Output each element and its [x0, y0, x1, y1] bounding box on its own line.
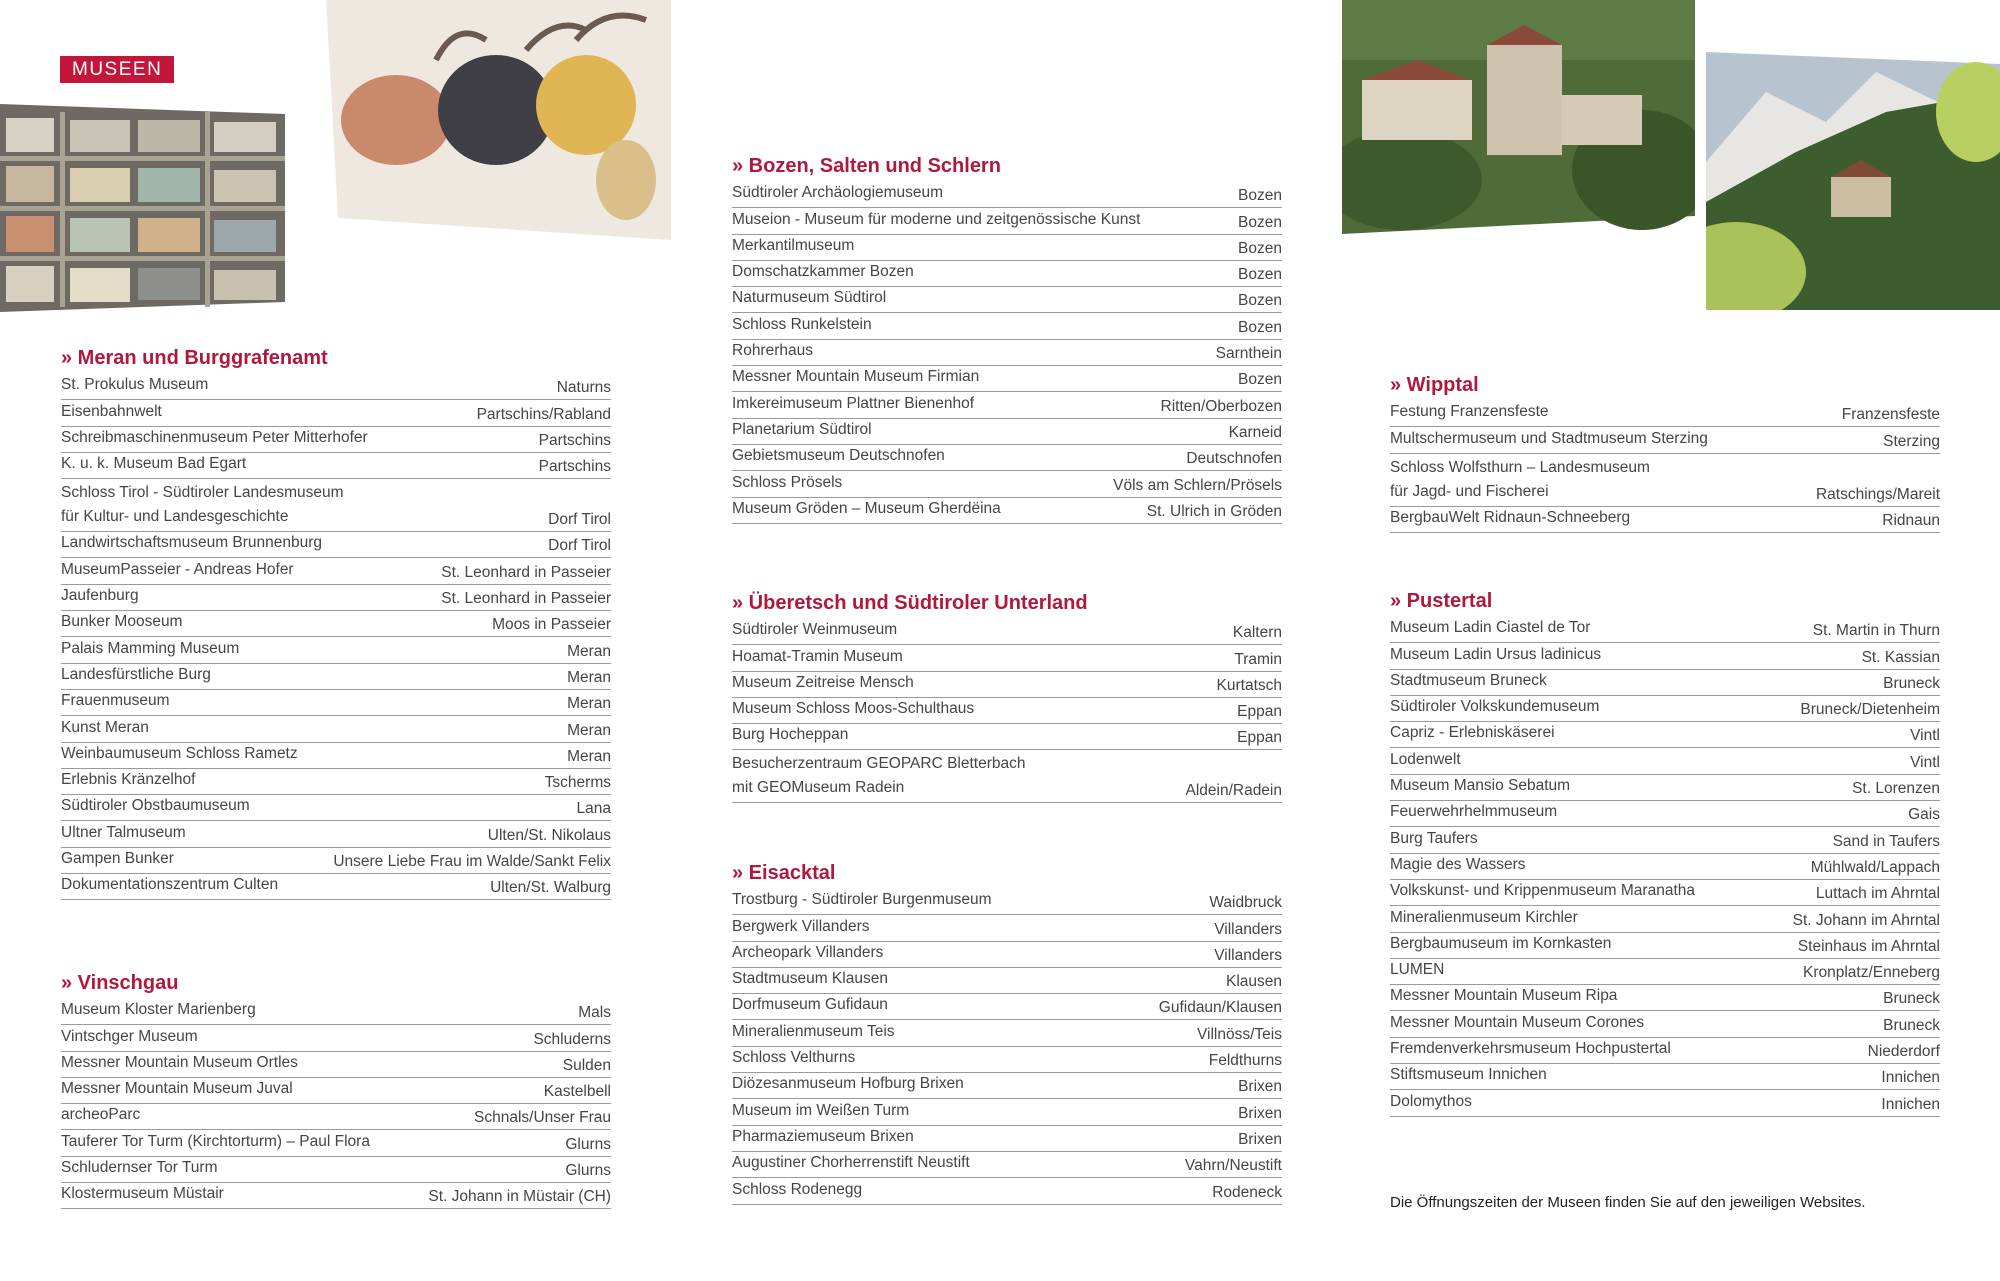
- museum-name: Museum im Weißen Turm: [732, 1101, 910, 1119]
- museum-place: Ulten/St. Walburg: [490, 879, 611, 897]
- museum-place: Partschins: [538, 431, 611, 449]
- museum-entry: [61, 1052, 611, 1078]
- museum-entry: [732, 672, 1282, 698]
- museum-place: Mühlwald/Lappach: [1810, 858, 1940, 876]
- museum-entry: [732, 182, 1282, 208]
- museum-name: Südtiroler Obstbaumuseum: [61, 797, 250, 815]
- museum-entry: [732, 1073, 1282, 1099]
- museum-entry: [732, 1020, 1282, 1046]
- museum-entry: [732, 968, 1282, 994]
- museum-name: Stadtmuseum Klausen: [732, 970, 888, 988]
- museum-entry: [1390, 401, 1940, 427]
- museum-entry: [732, 235, 1282, 261]
- museum-entry: [61, 690, 611, 716]
- section-title: » Vinschgau: [61, 972, 179, 994]
- museum-entry: [1390, 985, 1940, 1011]
- entry-list: [1390, 401, 1940, 533]
- museum-place: Partschins: [538, 458, 611, 476]
- museum-entry: [1390, 670, 1940, 696]
- museum-place: Franzensfeste: [1841, 406, 1940, 424]
- section-title: » Pustertal: [1390, 590, 1493, 612]
- museum-place: St. Johann in Müstair (CH): [428, 1188, 611, 1206]
- museum-name: Besucherzentraum GEOPARC Bletterbach mit GEOMuseum Radein: [732, 755, 1026, 797]
- museum-name: Museum Ladin Ursus ladinicus: [1390, 645, 1602, 663]
- museum-entry: [1390, 722, 1940, 748]
- section-title: » Bozen, Salten und Schlern: [732, 155, 1001, 177]
- museum-place: Steinhaus im Ahrntal: [1797, 937, 1940, 955]
- museum-name: Museum Schloss Moos-Schulthaus: [732, 700, 975, 718]
- museum-place: Villanders: [1214, 920, 1282, 938]
- museum-place: Eppan: [1237, 729, 1282, 747]
- section-title: » Eisacktal: [732, 862, 836, 884]
- museum-name: Naturmuseum Südtirol: [732, 289, 887, 307]
- museum-entry: [732, 889, 1282, 915]
- museum-name: Dolomythos: [1390, 1092, 1472, 1110]
- museum-entry: [732, 1099, 1282, 1125]
- museum-place: Bruneck: [1883, 990, 1940, 1008]
- museum-place: Tscherms: [544, 774, 611, 792]
- section-title: » Wipptal: [1390, 374, 1479, 396]
- museum-place: Villnöss/Teis: [1196, 1025, 1282, 1043]
- museum-name: Bunker Mooseum: [61, 613, 183, 631]
- museum-entry: [1390, 906, 1940, 932]
- museum-name: Schludernser Tor Turm: [61, 1159, 218, 1177]
- museum-entry: [61, 1025, 611, 1051]
- museum-name: Südtiroler Weinmuseum: [732, 621, 898, 639]
- museum-entry: [732, 392, 1282, 418]
- museum-place: Unsere Liebe Frau im Walde/Sankt Felix: [333, 853, 611, 871]
- museum-place: Ridnaun: [1882, 511, 1940, 529]
- museum-place: Eppan: [1237, 703, 1282, 721]
- museum-name: Stadtmuseum Bruneck: [1390, 671, 1547, 689]
- museum-place: Partschins/Rabland: [476, 405, 611, 423]
- museum-place: Innichen: [1881, 1095, 1940, 1113]
- museum-name: Schloss Prösels: [732, 473, 843, 491]
- museum-place: Bozen: [1238, 318, 1282, 336]
- museum-entry: [732, 619, 1282, 645]
- museum-place: Meran: [567, 695, 611, 713]
- museum-name: Schloss Tirol - Südtiroler Landesmuseum für Kultur- und Landesgeschichte: [61, 484, 344, 526]
- museum-name: Ultner Talmuseum: [61, 823, 186, 841]
- museum-name: Schloss Velthurns: [732, 1049, 856, 1067]
- museum-entry: [732, 1152, 1282, 1178]
- museum-place: St. Leonhard in Passeier: [441, 590, 611, 608]
- museum-name: Museum Zeitreise Mensch: [732, 673, 914, 691]
- museum-place: St. Johann im Ahrntal: [1792, 911, 1940, 929]
- museum-name: Frauenmuseum: [61, 692, 170, 710]
- museum-entry: [732, 498, 1282, 524]
- museum-entry: [61, 1130, 611, 1156]
- museum-name: Gebietsmuseum Deutschnofen: [732, 447, 945, 465]
- museum-name: Planetarium Südtirol: [732, 420, 872, 438]
- museum-name: BergbauWelt Ridnaun-Schneeberg: [1390, 508, 1631, 526]
- entry-list: [732, 182, 1282, 524]
- museum-entry: [61, 1104, 611, 1130]
- museum-entry: [1390, 617, 1940, 643]
- museum-name: archeoParc: [61, 1106, 141, 1124]
- museum-name: Tauferer Tor Turm (Kirchtorturm) – Paul Flora: [61, 1132, 370, 1150]
- museum-place: Bozen: [1238, 213, 1282, 231]
- museum-name: St. Prokulus Museum: [61, 376, 209, 394]
- museum-name: Fremdenverkehrsmuseum Hochpustertal: [1390, 1040, 1671, 1058]
- museum-name: Mineralienmuseum Teis: [732, 1022, 895, 1040]
- museum-name: Burg Hocheppan: [732, 726, 849, 744]
- museum-place: Bruneck: [1883, 674, 1940, 692]
- museum-entry: [1390, 454, 1940, 507]
- opening-hours-note: Die Öffnungszeiten der Museen finden Sie auf den jeweiligen Websites.: [1390, 1194, 1866, 1211]
- museum-name: Lodenwelt: [1390, 750, 1461, 768]
- museum-place: Bozen: [1238, 266, 1282, 284]
- museum-entry: [1390, 933, 1940, 959]
- museum-place: Dorf Tirol: [548, 511, 611, 529]
- museum-name: Landesfürstliche Burg: [61, 665, 211, 683]
- museum-name: Messner Mountain Museum Ripa: [1390, 987, 1618, 1005]
- museum-entry: [732, 1047, 1282, 1073]
- museum-place: Glurns: [565, 1135, 611, 1153]
- museum-place: Sand in Taufers: [1832, 832, 1940, 850]
- museum-entry: [61, 558, 611, 584]
- museum-place: Gufidaun/Klausen: [1158, 999, 1282, 1017]
- museum-entry: [61, 374, 611, 400]
- museum-place: Vahrn/Neustift: [1184, 1157, 1282, 1175]
- museum-entry: [1390, 1011, 1940, 1037]
- museum-name: Gampen Bunker: [61, 850, 174, 868]
- museum-name: Südtiroler Archäologiemuseum: [732, 184, 944, 202]
- museum-name: Messner Mountain Museum Corones: [1390, 1013, 1645, 1031]
- museum-entry: [61, 848, 611, 874]
- museum-entry: [732, 1126, 1282, 1152]
- museum-entry: [732, 1178, 1282, 1204]
- museum-entry: [61, 795, 611, 821]
- museum-entry: [732, 261, 1282, 287]
- museum-name: Klostermuseum Müstair: [61, 1185, 224, 1203]
- museum-place: Deutschnofen: [1186, 450, 1282, 468]
- museum-entry: [61, 716, 611, 742]
- museum-place: Waidbruck: [1209, 894, 1282, 912]
- museum-name: LUMEN: [1390, 961, 1445, 979]
- museum-name: Schloss Rodenegg: [732, 1180, 863, 1198]
- museum-place: Vintl: [1910, 753, 1940, 771]
- museum-name: Rohrerhaus: [732, 342, 813, 360]
- museum-entry: [1390, 959, 1940, 985]
- museum-place: Villanders: [1214, 946, 1282, 964]
- museum-entry: [1390, 1038, 1940, 1064]
- museum-entry: [61, 821, 611, 847]
- museum-place: Meran: [567, 721, 611, 739]
- museum-name: Museum Ladin Ciastel de Tor: [1390, 619, 1591, 637]
- museum-entry: [732, 915, 1282, 941]
- museum-name: Capriz - Erlebniskäserei: [1390, 724, 1555, 742]
- museum-name: Weinbaumuseum Schloss Rametz: [61, 744, 298, 762]
- column-middle: [732, 0, 1282, 1281]
- museum-entry: [1390, 696, 1940, 722]
- museum-place: St. Leonhard in Passeier: [441, 563, 611, 581]
- museum-place: Dorf Tirol: [548, 537, 611, 555]
- museum-entry: [1390, 827, 1940, 853]
- museum-entry: [61, 427, 611, 453]
- museum-entry: [732, 419, 1282, 445]
- entry-list: [61, 999, 611, 1209]
- museum-entry: [61, 874, 611, 900]
- museum-entry: [61, 1183, 611, 1209]
- column-right: [1390, 0, 1940, 1281]
- museum-place: Bozen: [1238, 187, 1282, 205]
- museum-name: Südtiroler Volkskundemuseum: [1390, 698, 1600, 716]
- museum-name: Merkantilmuseum: [732, 236, 855, 254]
- museum-place: Sarnthein: [1215, 345, 1282, 363]
- museum-entry: [1390, 748, 1940, 774]
- museum-place: Völs am Schlern/Prösels: [1113, 476, 1282, 494]
- museum-place: Glurns: [565, 1162, 611, 1180]
- museum-name: Schreibmaschinenmuseum Peter Mitterhofer: [61, 428, 368, 446]
- museen-badge: MUSEEN: [60, 56, 174, 83]
- museum-place: Meran: [567, 668, 611, 686]
- museum-name: K. u. k. Museum Bad Egart: [61, 455, 247, 473]
- museum-entry: [732, 340, 1282, 366]
- museum-entry: [61, 1078, 611, 1104]
- museum-entry: [61, 532, 611, 558]
- museum-entry: [61, 999, 611, 1025]
- museum-entry: [61, 637, 611, 663]
- museum-place: Ulten/St. Nikolaus: [487, 826, 611, 844]
- museum-place: St. Martin in Thurn: [1812, 622, 1940, 640]
- museum-place: Sulden: [562, 1056, 611, 1074]
- museum-name: Volkskunst- und Krippenmuseum Maranatha: [1390, 882, 1695, 900]
- museum-entry: [732, 645, 1282, 671]
- museum-entry: [732, 942, 1282, 968]
- museum-name: Pharmaziemuseum Brixen: [732, 1127, 914, 1145]
- museum-entry: [61, 1157, 611, 1183]
- museum-place: Ritten/Oberbozen: [1160, 397, 1282, 415]
- museum-name: Erlebnis Kränzelhof: [61, 771, 196, 789]
- museum-place: Meran: [567, 642, 611, 660]
- museum-name: Dokumentationszentrum Culten: [61, 876, 279, 894]
- museum-entry: [1390, 1064, 1940, 1090]
- museum-entry: [61, 611, 611, 637]
- museum-place: St. Kassian: [1861, 648, 1940, 666]
- museum-place: Bozen: [1238, 371, 1282, 389]
- museum-entry: [61, 400, 611, 426]
- museum-place: Gais: [1908, 806, 1940, 824]
- museum-name: Bergbaumuseum im Kornkasten: [1390, 934, 1612, 952]
- museum-place: Rodeneck: [1212, 1183, 1282, 1201]
- museum-place: Feldthurns: [1208, 1052, 1282, 1070]
- museum-name: Museum Kloster Marienberg: [61, 1001, 256, 1019]
- museum-place: Mals: [578, 1004, 611, 1022]
- museum-place: Kurtatsch: [1216, 676, 1282, 694]
- museum-place: Bruneck/Dietenheim: [1800, 701, 1940, 719]
- museum-entry: [1390, 880, 1940, 906]
- museum-entry: [732, 208, 1282, 234]
- museum-entry: [732, 750, 1282, 803]
- museum-place: Brixen: [1238, 1078, 1282, 1096]
- museum-name: Augustiner Chorherrenstift Neustift: [732, 1154, 970, 1172]
- entry-list: [61, 374, 611, 900]
- museum-name: Imkereimuseum Plattner Bienenhof: [732, 394, 975, 412]
- museum-place: Klausen: [1225, 973, 1282, 991]
- museum-name: Magie des Wassers: [1390, 855, 1526, 873]
- museum-name: Dorfmuseum Gufidaun: [732, 996, 888, 1014]
- museum-entry: [1390, 507, 1940, 533]
- museum-name: Festung Franzensfeste: [1390, 403, 1549, 421]
- museum-name: Archeopark Villanders: [732, 943, 884, 961]
- museum-entry: [732, 287, 1282, 313]
- museum-name: Multschermuseum und Stadtmuseum Sterzing: [1390, 429, 1708, 447]
- museum-name: Trostburg - Südtiroler Burgenmuseum: [732, 891, 992, 909]
- museum-entry: [61, 769, 611, 795]
- museum-entry: [61, 743, 611, 769]
- museum-name: Jaufenburg: [61, 587, 139, 605]
- museum-place: St. Ulrich in Gröden: [1146, 502, 1282, 520]
- museum-place: Brixen: [1238, 1130, 1282, 1148]
- museum-name: Stiftsmuseum Innichen: [1390, 1066, 1547, 1084]
- entry-list: [732, 889, 1282, 1205]
- museum-place: Sterzing: [1883, 432, 1940, 450]
- museum-entry: [1390, 643, 1940, 669]
- museum-entry: [732, 366, 1282, 392]
- museum-name: Burg Taufers: [1390, 829, 1478, 847]
- museum-place: Innichen: [1881, 1069, 1940, 1087]
- museum-entry: [732, 445, 1282, 471]
- museum-entry: [732, 313, 1282, 339]
- museum-place: Bruneck: [1883, 1016, 1940, 1034]
- museum-entry: [61, 664, 611, 690]
- museum-place: Bozen: [1238, 292, 1282, 310]
- museum-name: Museum Gröden – Museum Gherdëina: [732, 499, 1001, 517]
- museum-name: Hoamat-Tramin Museum: [732, 647, 903, 665]
- museum-place: Meran: [567, 747, 611, 765]
- museum-entry: [1390, 427, 1940, 453]
- museum-place: Lana: [576, 800, 611, 818]
- museum-name: Landwirtschaftsmuseum Brunnenburg: [61, 534, 323, 552]
- museum-entry: [1390, 775, 1940, 801]
- museum-name: MuseumPasseier - Andreas Hofer: [61, 560, 294, 578]
- museum-name: Mineralienmuseum Kirchler: [1390, 908, 1578, 926]
- museum-name: Feuerwehrhelmmuseum: [1390, 803, 1558, 821]
- museum-name: Messner Mountain Museum Firmian: [732, 368, 980, 386]
- museum-name: Messner Mountain Museum Juval: [61, 1080, 293, 1098]
- entry-list: [1390, 617, 1940, 1117]
- museum-place: Kastelbell: [543, 1083, 611, 1101]
- museum-name: Diözesanmuseum Hofburg Brixen: [732, 1075, 964, 1093]
- museum-name: Vintschger Museum: [61, 1027, 198, 1045]
- museum-name: Palais Mamming Museum: [61, 639, 240, 657]
- museum-place: Kaltern: [1232, 624, 1282, 642]
- entry-list: [732, 619, 1282, 803]
- museum-entry: [732, 471, 1282, 497]
- museum-entry: [61, 453, 611, 479]
- museum-place: Ratschings/Mareit: [1815, 485, 1940, 503]
- museum-entry: [1390, 854, 1940, 880]
- museum-place: Tramin: [1234, 650, 1282, 668]
- section-title: » Überetsch und Südtiroler Unterland: [732, 592, 1088, 614]
- museum-entry: [61, 585, 611, 611]
- museum-place: Schnals/Unser Frau: [474, 1109, 611, 1127]
- museum-entry: [732, 698, 1282, 724]
- museum-name: Museum Mansio Sebatum: [1390, 777, 1571, 795]
- museum-name: Domschatzkammer Bozen: [732, 263, 914, 281]
- museum-place: Schluderns: [533, 1030, 611, 1048]
- museum-place: Moos in Passeier: [492, 616, 611, 634]
- museum-name: Schloss Wolfsthurn – Landesmuseum für Jagd- und Fischerei: [1390, 458, 1650, 500]
- museum-entry: [61, 479, 611, 532]
- museum-name: Museion - Museum für moderne und zeitgenössische Kunst: [732, 210, 1141, 228]
- museum-entry: [732, 724, 1282, 750]
- museum-entry: [732, 994, 1282, 1020]
- section-title: » Meran und Burggrafenamt: [61, 347, 328, 369]
- museum-name: Messner Mountain Museum Ortles: [61, 1053, 298, 1071]
- museum-name: Eisenbahnwelt: [61, 402, 162, 420]
- museum-entry: [1390, 1090, 1940, 1116]
- museum-place: Kronplatz/Enneberg: [1802, 964, 1940, 982]
- museum-place: Karneid: [1228, 423, 1282, 441]
- museum-place: Niederdorf: [1867, 1043, 1940, 1061]
- museum-place: St. Lorenzen: [1852, 780, 1940, 798]
- museum-place: Luttach im Ahrntal: [1815, 885, 1940, 903]
- museum-name: Bergwerk Villanders: [732, 917, 870, 935]
- museum-entry: [1390, 801, 1940, 827]
- column-left: [61, 0, 611, 1281]
- museum-name: Kunst Meran: [61, 718, 149, 736]
- museum-place: Aldein/Radein: [1185, 782, 1282, 800]
- museum-place: Bozen: [1238, 239, 1282, 257]
- museum-name: Schloss Runkelstein: [732, 315, 872, 333]
- museum-place: Naturns: [556, 379, 611, 397]
- museum-place: Brixen: [1238, 1104, 1282, 1122]
- museum-place: Vintl: [1910, 727, 1940, 745]
